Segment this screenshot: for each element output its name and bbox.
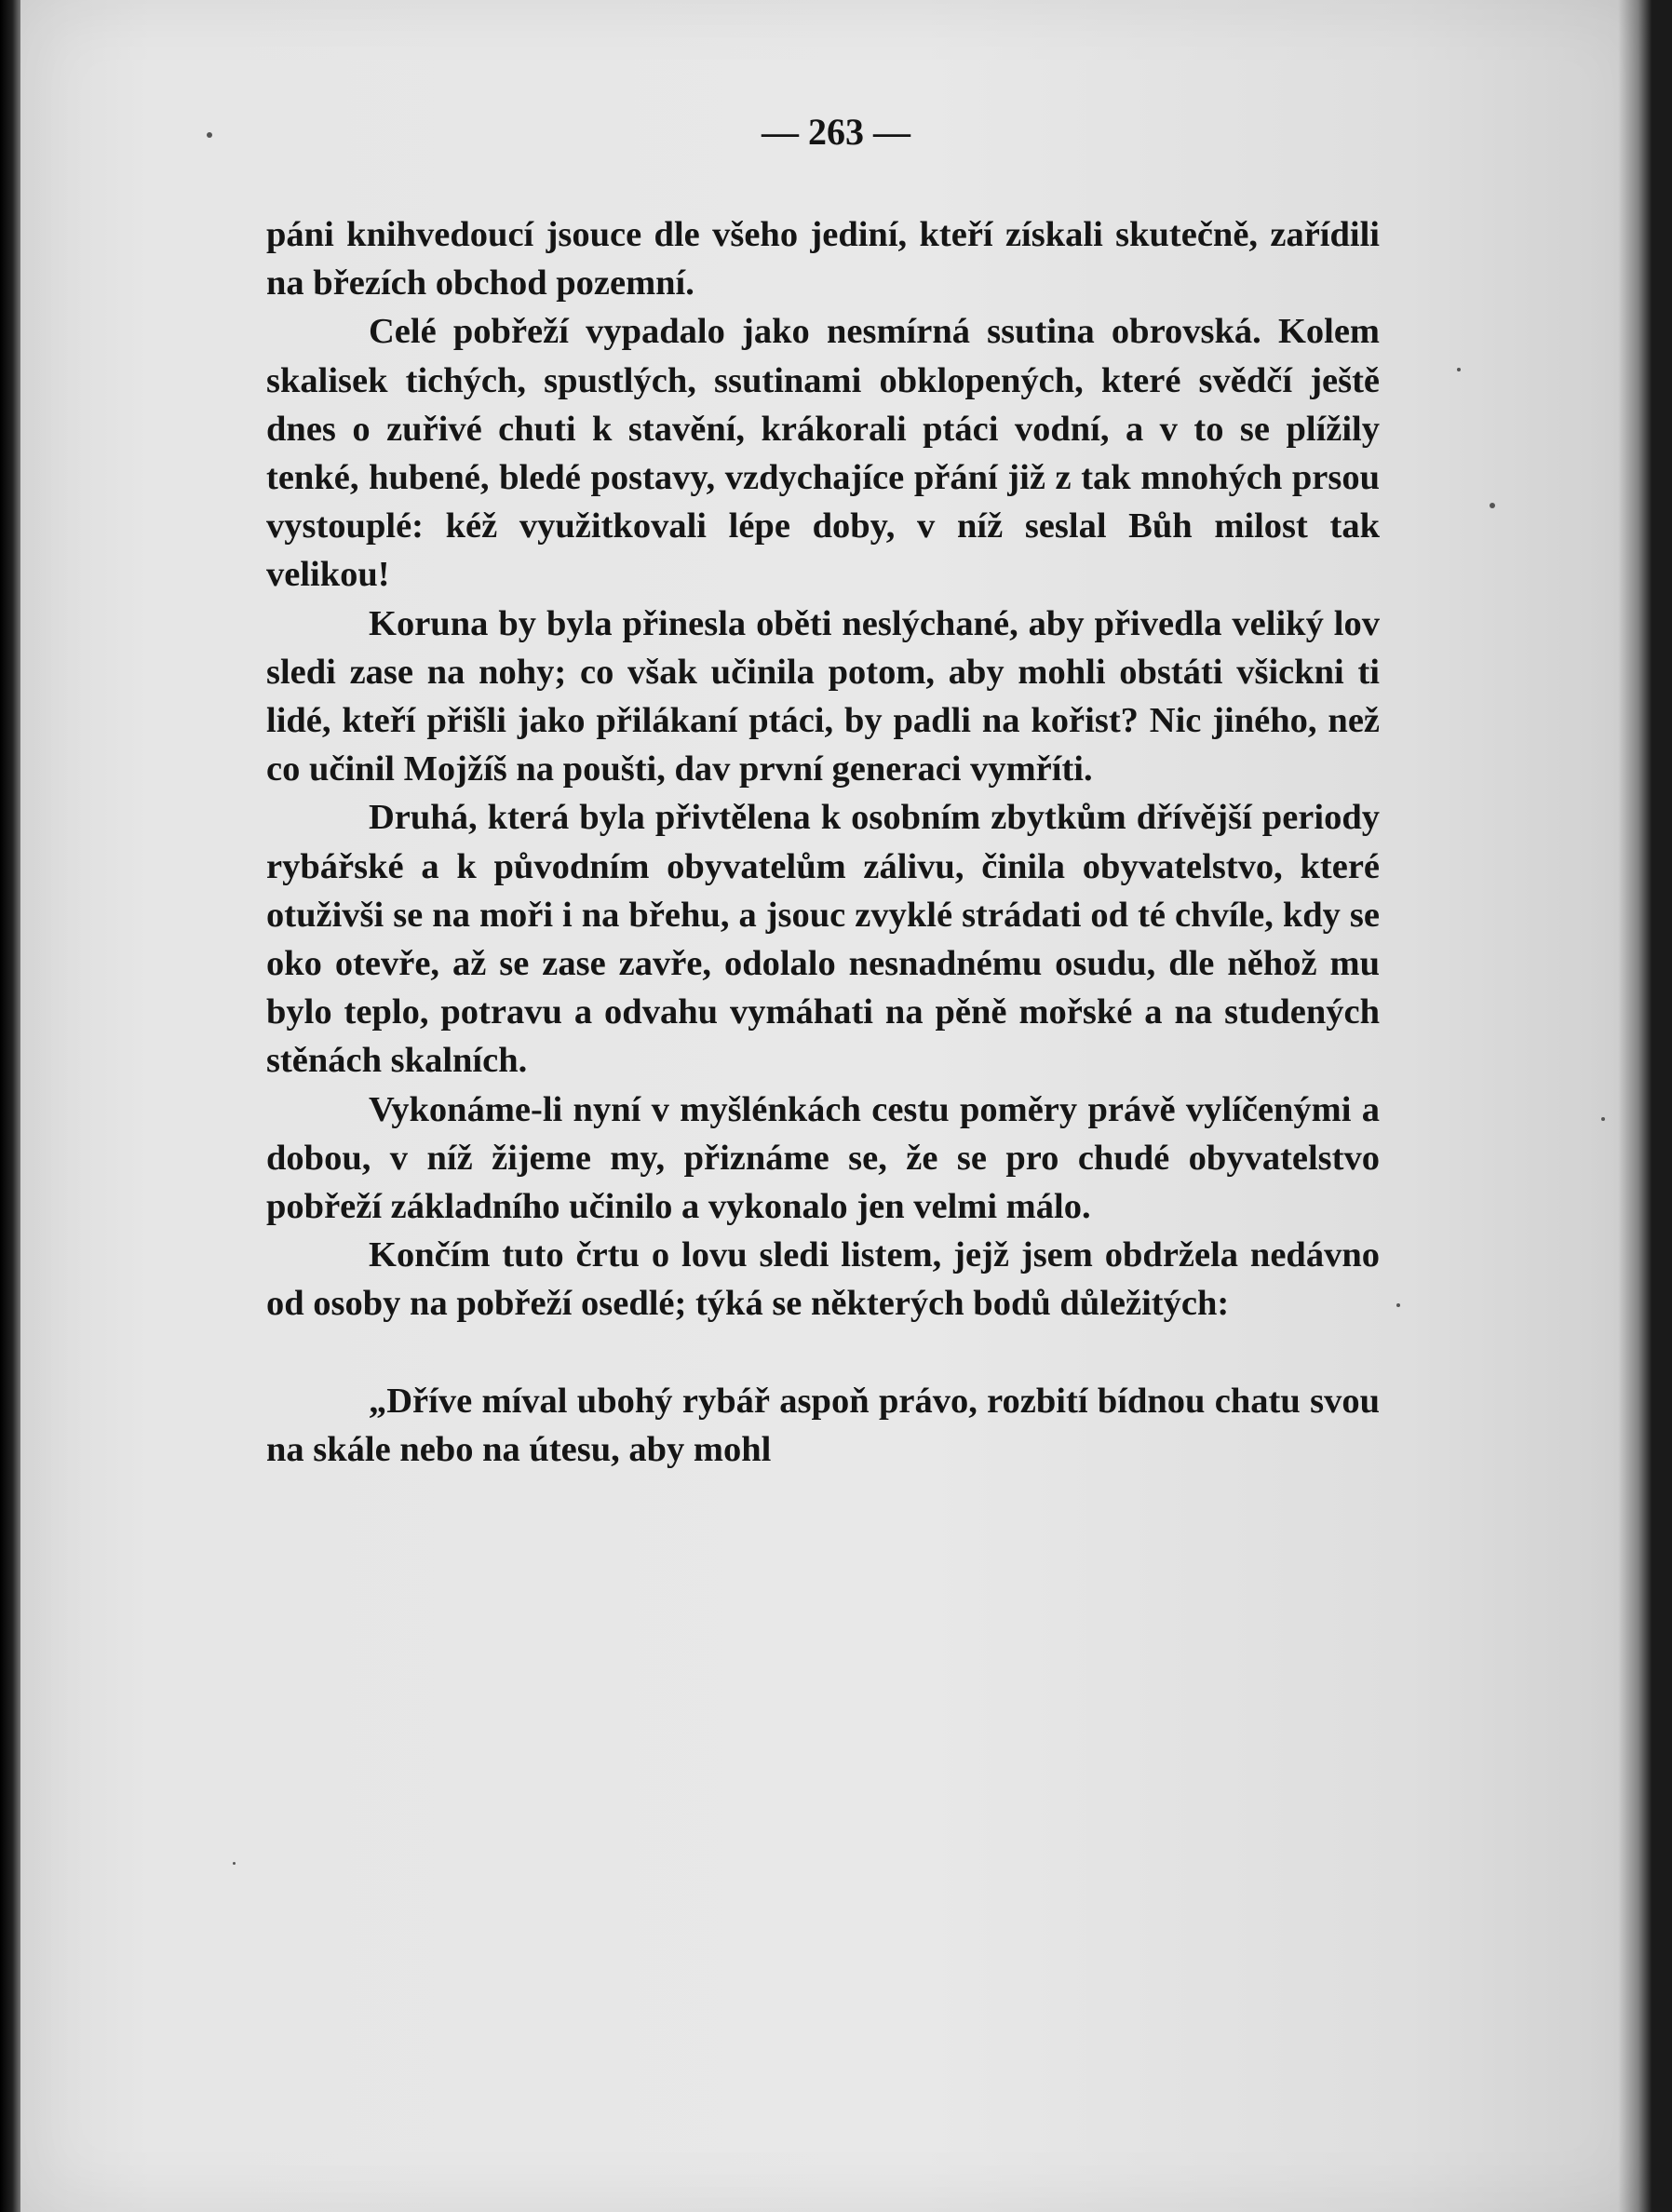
paragraph-second-generation: Druhá, která byla přivtělena k osobním zbytkům dřívější periody rybářské a k původním obyvatelům zálivu, činila obyvatelstvo, které otuživši se na moři i na břehu, a jsouc zvyklé strádati od té chvíle, kdy se oko otevře, až se zase zavře, odolalo nesnadnému osudu, dle něhož mu bylo teplo, potravu a odvahu vymáhati na pěně mořské a na studených stěnách skalních. — [266, 798, 1380, 1081]
paper-speck — [1601, 1117, 1605, 1121]
paragraph-crown: Koruna by byla přinesla oběti neslýchané, aby přivedla veliký lov sledi zase na nohy; co však učinila potom, aby mohli obstáti všickni ti lidé, kteří přišli jako přilákaní ptáci, by padli na kořist? Nic jiného, než co učinil Mojžíš na poušti, dav první generaci vymříti. — [266, 603, 1380, 789]
paragraph-continuation: páni knihvedoucí jsouce dle všeho jediní, kteří získali skutečně, zařídili na březích obchod pozemní. — [266, 215, 1380, 303]
page-edge-shadow — [1618, 0, 1652, 2212]
paper-speck — [1457, 368, 1461, 371]
paper-speck — [207, 132, 212, 138]
paragraph-reflection: Vykonáme-li nyní v myšlénkách cestu poměry právě vylíčenými a dobou, v níž žijeme my, přiznáme se, že se pro chudé obyvatelstvo pobřeží základního učinilo a vykonalo jen velmi málo. — [266, 1089, 1380, 1227]
paper-speck — [1396, 1303, 1400, 1307]
paragraph-letter-intro: Končím tuto črtu o lovu sledi listem, jejž jsem obdržela nedávno od osoby na pobřeží osedlé; týká se některých bodů důležitých: — [266, 1235, 1380, 1324]
page-number: — 263 — — [762, 111, 910, 153]
paragraph-letter-quote: „Dříve míval ubohý rybář aspoň právo, rozbití bídnou chatu svou na skále nebo na útesu, aby mohl — [266, 1381, 1380, 1469]
paragraph-coast: Celé pobřeží vypadalo jako nesmírná ssutina obrovská. Kolem skalisek tichých, spustlých, ssutinami obklopených, které svědčí ještě dnes o zuřivé chuti k stavění, krákorali ptáci vodní, a v to se plížily tenké, hubené, bledé postavy, vzdychajíce přání již z tak mnohých prsou vystouplé: kéž využitkovali lépe doby, v níž seslal Bůh milost tak velikou! — [266, 312, 1380, 595]
book-spine-shadow — [0, 0, 20, 2212]
page-text — [266, 210, 1380, 1474]
paper-speck — [233, 1862, 236, 1865]
paper-speck — [1490, 503, 1495, 508]
